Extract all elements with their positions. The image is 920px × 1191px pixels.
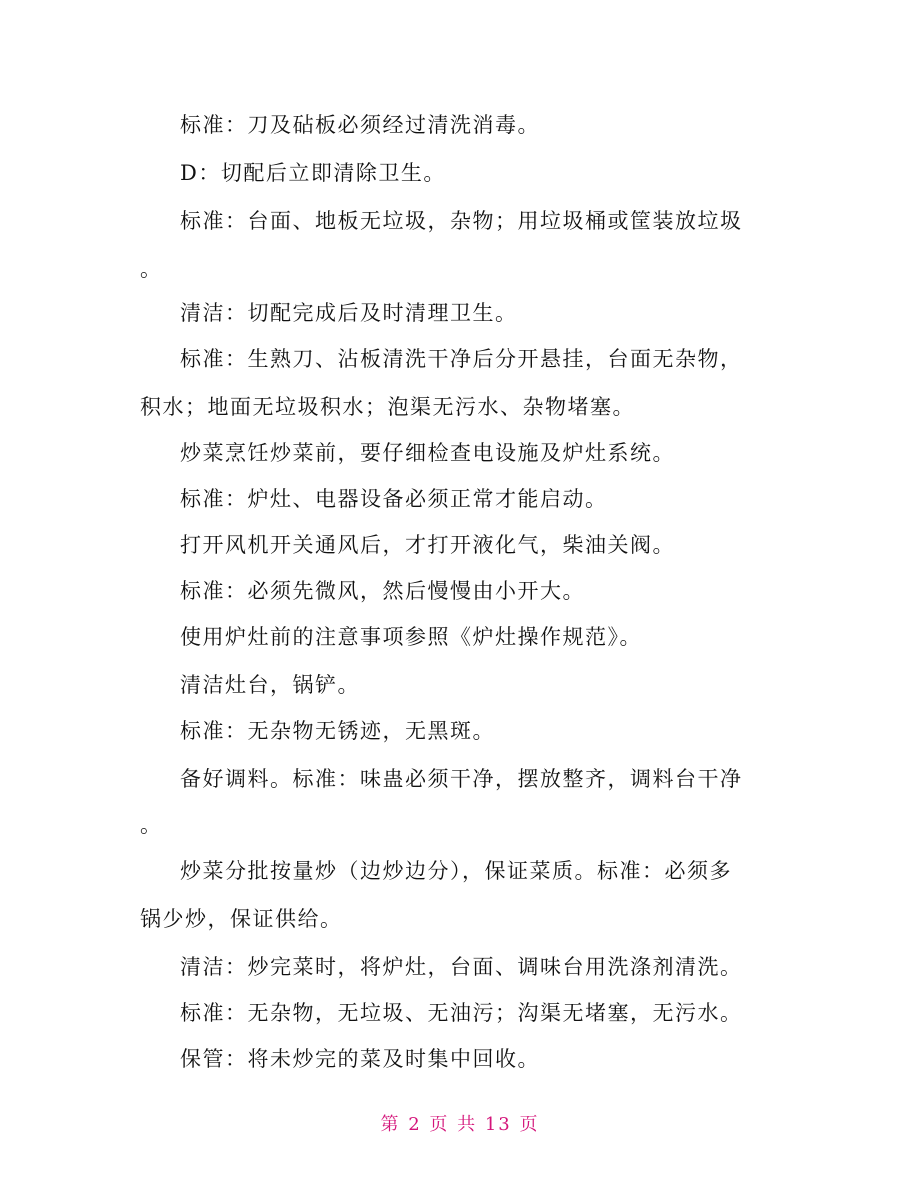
page-number-footer: 第 2 页 共 13 页 (380, 1114, 540, 1135)
text-line: 保管：将未炒完的菜及时集中回收。 (180, 1047, 540, 1071)
text-line: 标准：生熟刀、沾板清洗干净后分开悬挂，台面无杂物， (180, 347, 743, 371)
text-line: 标准：刀及砧板必须经过清洗消毒。 (180, 113, 540, 137)
text-line: 标准：无杂物无锈迹，无黑斑。 (180, 719, 495, 743)
text-line: 积水；地面无垃圾积水；泡渠无污水、杂物堵塞。 (140, 395, 635, 419)
text-line: 标准：必须先微风，然后慢慢由小开大。 (180, 579, 585, 603)
text-line: 清洁：炒完菜时，将炉灶，台面、调味台用洗涤剂清洗。 (180, 955, 743, 979)
text-line: 炒菜分批按量炒（边炒边分），保证菜质。标准：必须多 (180, 859, 732, 883)
text-line: 标准：台面、地板无垃圾，杂物；用垃圾桶或筐装放垃圾 (180, 209, 743, 233)
text-line: 。 (140, 813, 163, 837)
text-line: 备好调料。标准：味蛊必须干净，摆放整齐，调料台干净 (180, 767, 743, 791)
text-line: 清洁灶台，锅铲。 (180, 673, 360, 697)
text-line: 锅少炒，保证供给。 (140, 907, 343, 931)
text-line: 炒菜烹饪炒菜前，要仔细检查电设施及炉灶系统。 (180, 441, 675, 465)
text-line: 。 (140, 257, 163, 281)
text-line: 标准：炉灶、电器设备必须正常才能启动。 (180, 487, 608, 511)
text-line: 使用炉灶前的注意事项参照《炉灶操作规范》。 (180, 625, 642, 649)
text-line: 打开风机开关通风后，才打开液化气，柴油关阀。 (180, 533, 675, 557)
text-line: 清洁：切配完成后及时清理卫生。 (180, 301, 518, 325)
text-line: 标准：无杂物，无垃圾、无油污；沟渠无堵塞，无污水。 (180, 1001, 743, 1025)
text-line: D：切配后立即清除卫生。 (180, 161, 446, 185)
